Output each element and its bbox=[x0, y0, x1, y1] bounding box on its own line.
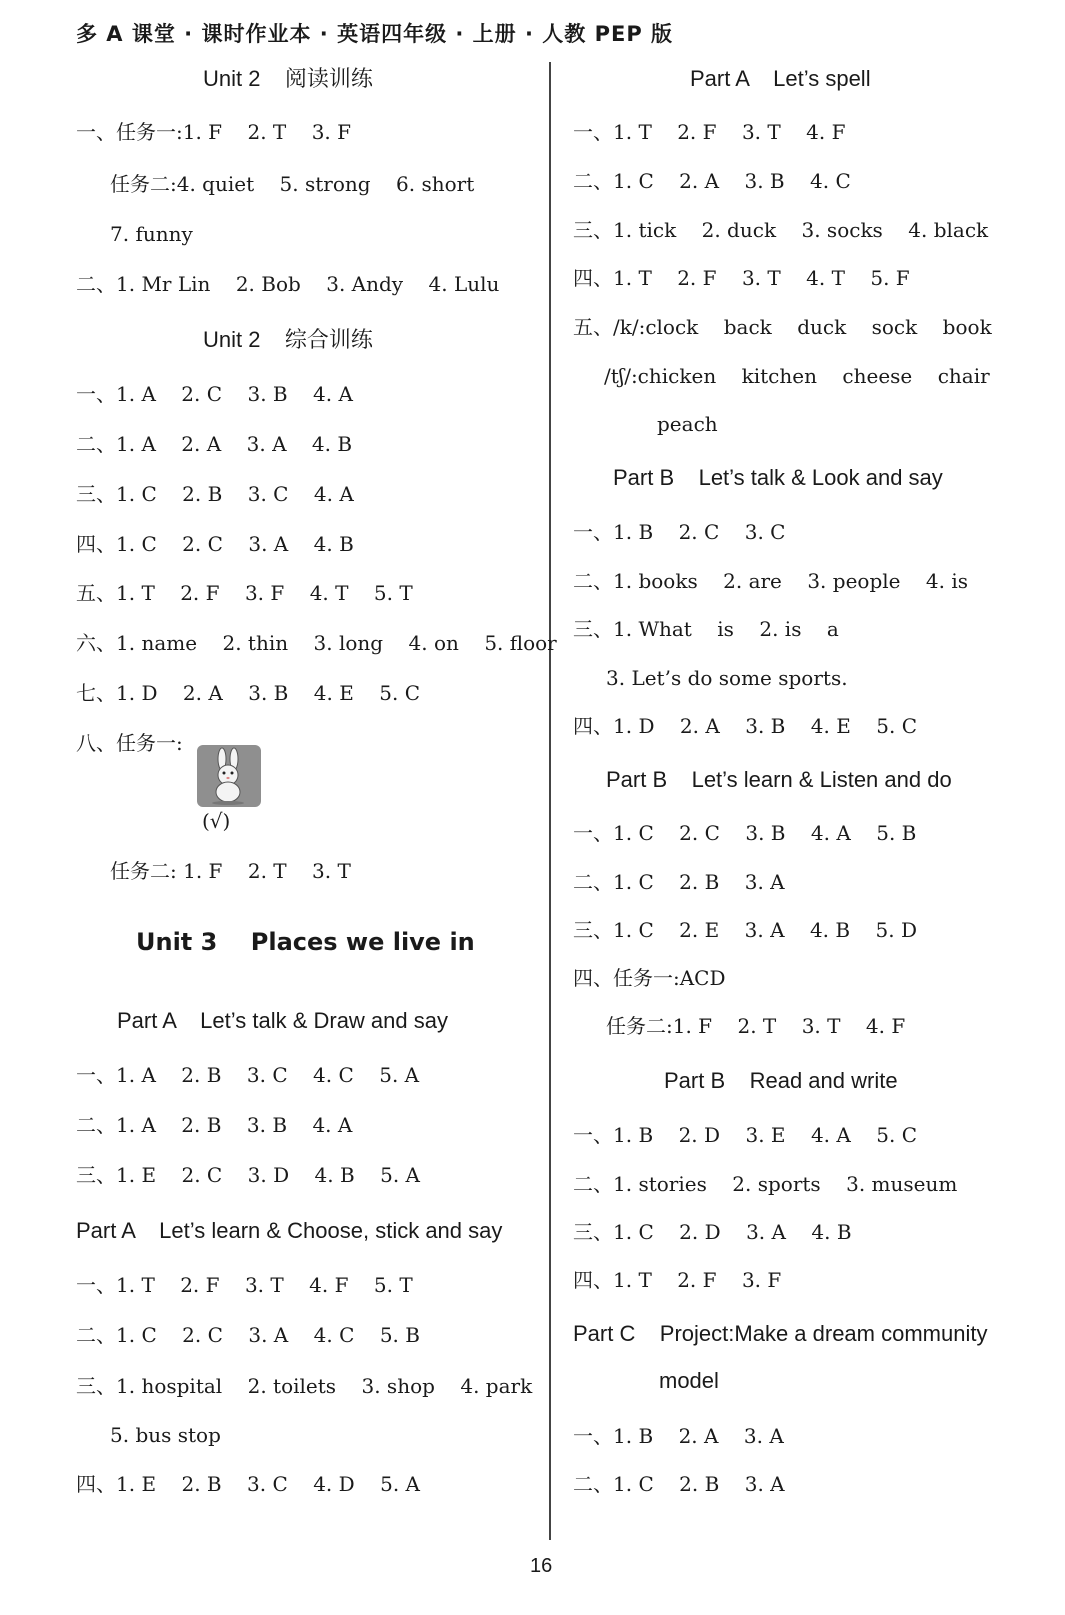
answer-line: 二、1. C 2. B 3. A bbox=[573, 1472, 785, 1496]
answer-line: 3. Let’s do some sports. bbox=[606, 666, 848, 690]
section-title: Unit 2 综合训练 bbox=[203, 327, 373, 352]
answer-line: 二、1. books 2. are 3. people 4. is bbox=[573, 569, 969, 593]
answer-line: 三、1. C 2. D 3. A 4. B bbox=[573, 1220, 852, 1244]
answer-line: 六、1. name 2. thin 3. long 4. on 5. floor bbox=[76, 631, 557, 655]
answer-line: 一、1. A 2. B 3. C 4. C 5. A bbox=[76, 1063, 420, 1087]
answer-line: 二、1. C 2. C 3. A 4. C 5. B bbox=[76, 1323, 420, 1347]
answer-line: 二、1. A 2. A 3. A 4. B bbox=[76, 432, 353, 456]
answer-line: 任务二:4. quiet 5. strong 6. short bbox=[110, 172, 475, 196]
answer-line: 四、任务一:ACD bbox=[573, 966, 726, 990]
answer-line: 四、1. T 2. F 3. F bbox=[573, 1268, 782, 1292]
rabbit-image bbox=[197, 745, 261, 807]
answer-line: 一、任务一:1. F 2. T 3. F bbox=[76, 120, 352, 144]
answer-line: 一、1. T 2. F 3. T 4. F 5. T bbox=[76, 1273, 413, 1297]
section-title: Part B Let’s learn & Listen and do bbox=[606, 767, 952, 792]
answer-line: 7. funny bbox=[110, 222, 193, 246]
answer-line: 一、1. T 2. F 3. T 4. F bbox=[573, 120, 846, 144]
answer-line: 二、1. Mr Lin 2. Bob 3. Andy 4. Lulu bbox=[76, 272, 500, 296]
section-title: Part A Let’s spell bbox=[690, 66, 871, 91]
column-divider bbox=[549, 62, 551, 1540]
section-title: Unit 2 阅读训练 bbox=[203, 66, 373, 91]
answer-line: 四、1. D 2. A 3. B 4. E 5. C bbox=[573, 714, 917, 738]
answer-line: peach bbox=[657, 412, 718, 436]
answer-line: 四、1. E 2. B 3. C 4. D 5. A bbox=[76, 1472, 420, 1496]
answer-line: 一、1. B 2. D 3. E 4. A 5. C bbox=[573, 1123, 917, 1147]
answer-line: 三、1. hospital 2. toilets 3. shop 4. park bbox=[76, 1374, 533, 1398]
answer-line: 任务二: 1. F 2. T 3. T bbox=[110, 859, 351, 883]
answer-line: 一、1. C 2. C 3. B 4. A 5. B bbox=[573, 821, 917, 845]
answer-line: 一、1. B 2. A 3. A bbox=[573, 1424, 784, 1448]
section-title: Part C Project:Make a dream community bbox=[573, 1321, 988, 1346]
unit-title: Unit 3 Places we live in bbox=[136, 928, 475, 956]
answer-line: 七、1. D 2. A 3. B 4. E 5. C bbox=[76, 681, 420, 705]
answer-line: 四、1. C 2. C 3. A 4. B bbox=[76, 532, 354, 556]
answer-line: 三、1. C 2. B 3. C 4. A bbox=[76, 482, 354, 506]
page-header: 多 A 课堂 · 课时作业本 · 英语四年级 · 上册 · 人教 PEP 版 bbox=[76, 22, 674, 46]
check-mark: (√) bbox=[202, 809, 231, 833]
answer-line: 五、/k/:clock back duck sock book bbox=[573, 315, 992, 339]
answer-line: 二、1. C 2. A 3. B 4. C bbox=[573, 169, 851, 193]
answer-line: 三、1. E 2. C 3. D 4. B 5. A bbox=[76, 1163, 420, 1187]
answer-line: 5. bus stop bbox=[110, 1423, 221, 1447]
section-title: Part B Let’s talk & Look and say bbox=[613, 465, 943, 490]
section-title: model bbox=[659, 1368, 719, 1393]
answer-line: 二、1. A 2. B 3. B 4. A bbox=[76, 1113, 353, 1137]
section-title: Part B Read and write bbox=[664, 1068, 898, 1093]
answer-line: 一、1. A 2. C 3. B 4. A bbox=[76, 382, 353, 406]
answer-line: 二、1. C 2. B 3. A bbox=[573, 870, 785, 894]
answer-line: 三、1. tick 2. duck 3. socks 4. black bbox=[573, 218, 989, 242]
answer-line: 三、1. What is 2. is a bbox=[573, 617, 839, 641]
answer-line: 二、1. stories 2. sports 3. museum bbox=[573, 1172, 958, 1196]
answer-line: 五、1. T 2. F 3. F 4. T 5. T bbox=[76, 581, 413, 605]
section-title: Part A Let’s talk & Draw and say bbox=[117, 1008, 448, 1033]
answer-line: 四、1. T 2. F 3. T 4. T 5. F bbox=[573, 266, 910, 290]
section-title: Part A Let’s learn & Choose, stick and say bbox=[76, 1218, 503, 1243]
answer-line: 一、1. B 2. C 3. C bbox=[573, 520, 786, 544]
answer-line: 八、任务一: bbox=[76, 731, 183, 755]
answer-line: /tʃ/:chicken kitchen cheese chair bbox=[604, 364, 990, 388]
answer-line: 三、1. C 2. E 3. A 4. B 5. D bbox=[573, 918, 917, 942]
page-number: 16 bbox=[530, 1555, 553, 1577]
answer-line: 任务二:1. F 2. T 3. T 4. F bbox=[606, 1014, 906, 1038]
